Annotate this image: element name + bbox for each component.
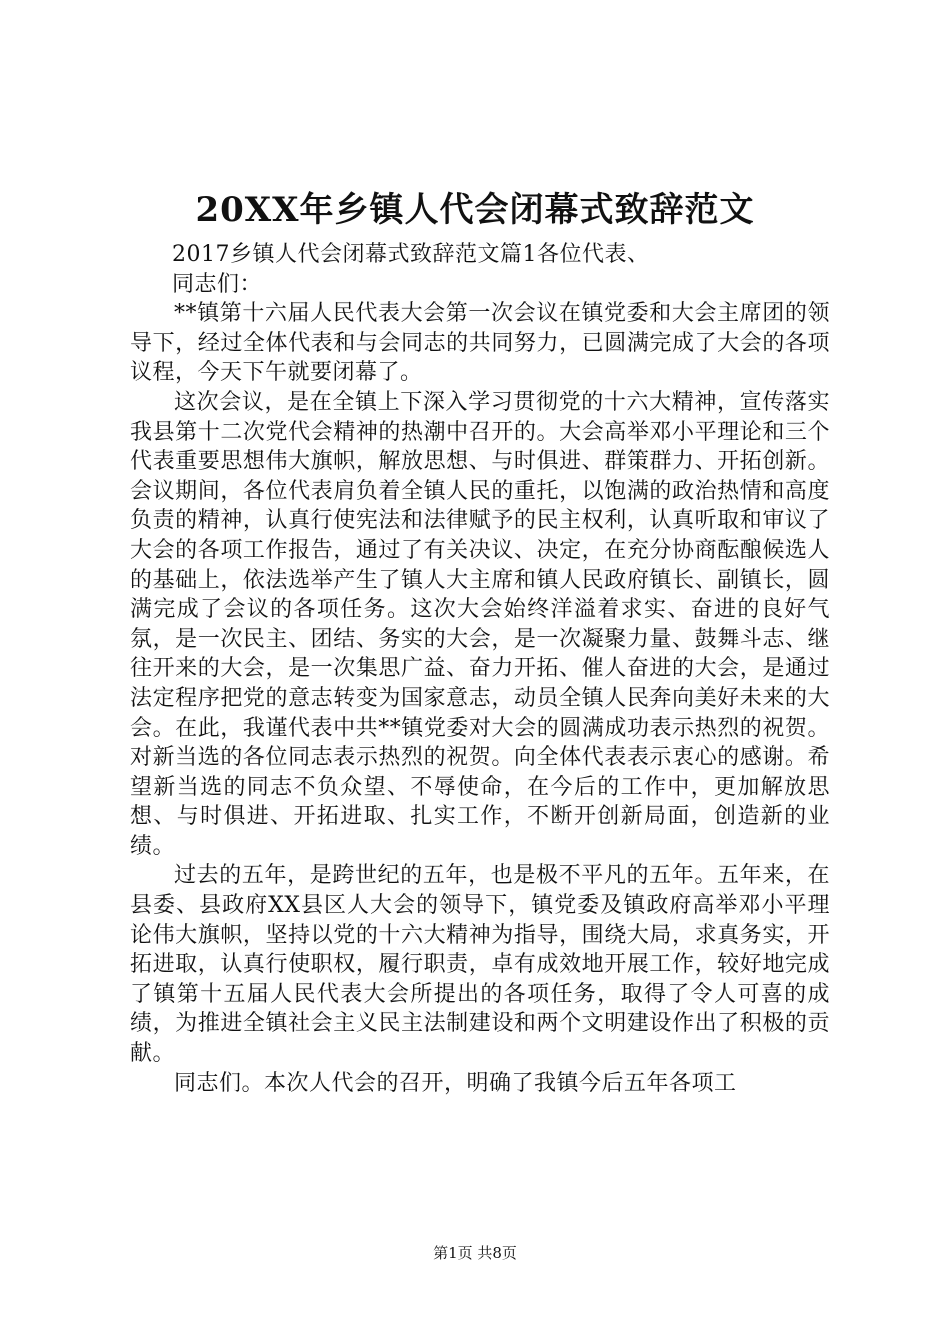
paragraph-1: **镇第十六届人民代表大会第一次会议在镇党委和大会主席团的领导下，经过全体代表和与会同志的共同努力，已圆满完成了大会的各项议程，今天下午就要闭幕了。 bbox=[130, 301, 830, 386]
paragraph-4: 同志们。本次人代会的召开，明确了我镇今后五年各项工 bbox=[174, 1070, 737, 1096]
paragraph-3: 过去的五年，是跨世纪的五年，也是极不平凡的五年。五年来，在县委、县政府XX县区人大会的领导下，镇党委及镇政府高举邓小平理论伟大旗帜，坚持以党的十六大精神为指导，围绕大局，求真务实，开拓进取，认真行使职权，履行职责，卓有成效地开展工作，较好地完成了镇第十五届人民代表大会所提出的各项任务，取得了令人可喜的成绩，为推进全镇社会主义民主法制建设和两个文明建设作出了积极的贡献。 bbox=[130, 863, 830, 1067]
salutation-line: 同志们： bbox=[172, 271, 263, 297]
intro-line: 2017乡镇人代会闭幕式致辞范文篇1各位代表、 bbox=[172, 242, 650, 267]
page-number-footer: 第1页 共8页 bbox=[433, 1244, 517, 1262]
document-body bbox=[130, 240, 830, 1098]
document-title: 20XX年乡镇人代会闭幕式致辞范文 bbox=[195, 190, 755, 230]
paragraph-2: 这次会议，是在全镇上下深入学习贯彻党的十六大精神，宣传落实我县第十二次党代会精神的热潮中召开的。大会高举邓小平理论和三个代表重要思想伟大旗帜，解放思想、与时俱进、群策群力、开拓创新。会议期间，各位代表肩负着全镇人民的重托，以饱满的政治热情和高度负责的精神，认真行使宪法和法律赋予的民主权利，认真听取和审议了大会的各项工作报告，通过了有关决议、决定，在充分协商酝酿候选人的基础上，依法选举产生了镇人大主席和镇人民政府镇长、副镇长，圆满完成了会议的各项任务。这次大会始终洋溢着求实、奋进的良好气氛，是一次民主、团结、务实的大会，是一次凝聚力量、鼓舞斗志、继往开来的大会，是一次集思广益、奋力开拓、催人奋进的大会，是通过法定程序把党的意志转变为国家意志，动员全镇人民奔向美好未来的大会。在此，我谨代表中共**镇党委对大会的圆满成功表示热烈的祝贺。对新当选的各位同志表示热烈的祝贺。向全体代表表示衷心的感谢。希望新当选的同志不负众望、不辱使命，在今后的工作中，更加解放思想、与时俱进、开拓进取、扎实工作，不断开创新局面，创造新的业绩。 bbox=[130, 389, 830, 859]
